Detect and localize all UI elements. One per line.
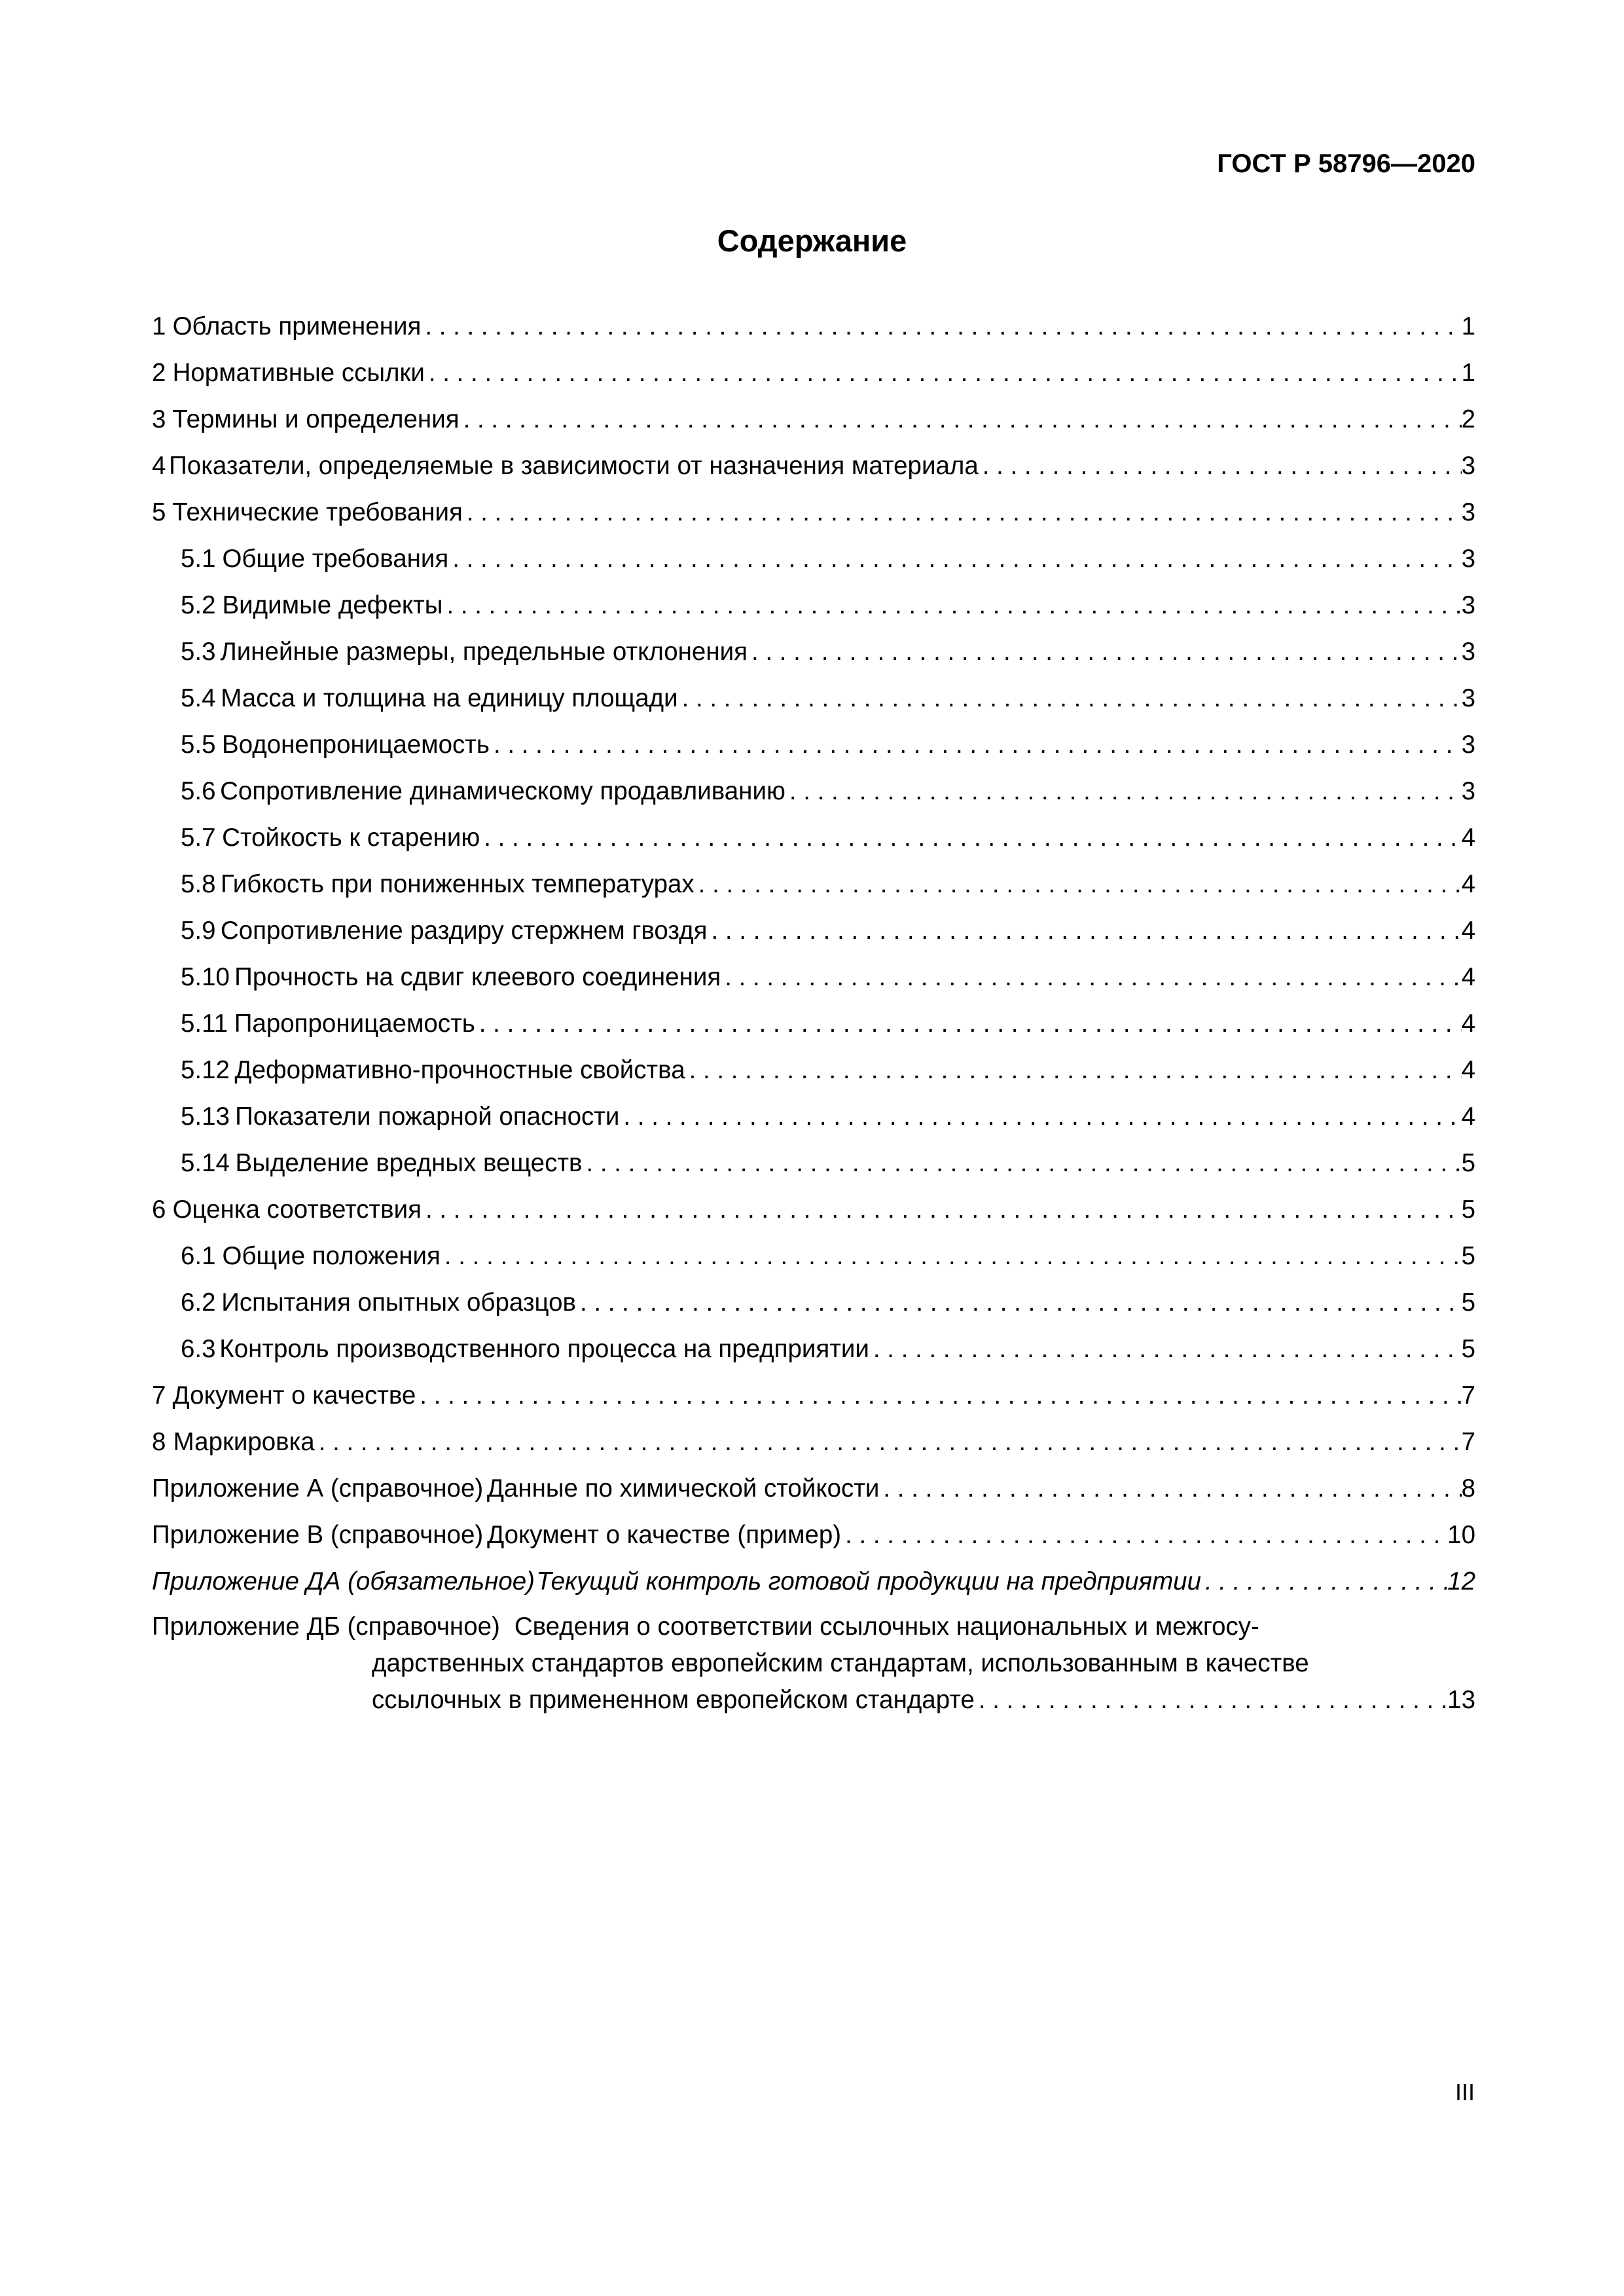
toc-dot-leader — [748, 629, 1462, 675]
toc-entry-number: 5.11 — [181, 1010, 228, 1038]
toc-dot-leader — [721, 954, 1461, 1000]
toc-entry-page: 7 — [1461, 1381, 1475, 1410]
toc-entry-number: 5.4 — [181, 684, 216, 712]
toc-dot-leader — [480, 814, 1461, 861]
toc-entry-title: Текущий контроль готовой продукции на предприятии — [536, 1567, 1201, 1595]
toc-entry-number: 5.10 — [181, 963, 230, 991]
toc-dot-leader — [841, 1512, 1447, 1558]
toc-entry-title: Сопротивление динамическому продавливанию — [220, 777, 785, 805]
toc-entry-page: 5 — [1461, 1149, 1475, 1177]
toc-entry-title: Нормативные ссылки — [172, 359, 425, 387]
toc-entry-number: 5 — [152, 498, 166, 526]
toc-dot-leader — [448, 536, 1461, 582]
toc-entry[interactable] — [152, 1465, 1475, 1512]
toc-entry-title: Документ о качестве — [172, 1381, 416, 1410]
toc-entry-page: 5 — [1461, 1242, 1475, 1270]
toc-entry[interactable] — [152, 1047, 1475, 1093]
toc-entry-number: 5.3 — [181, 638, 216, 666]
toc-entry-number: 7 — [152, 1381, 166, 1410]
toc-entry-number: 5.6 — [181, 777, 216, 805]
toc-entry[interactable] — [152, 303, 1475, 350]
toc-entry[interactable] — [152, 396, 1475, 443]
toc-entry-title: Общие требования — [222, 545, 449, 573]
toc-entry[interactable] — [152, 582, 1475, 629]
toc-entry-page: 4 — [1461, 824, 1475, 852]
toc-entry-title: Стойкость к старению — [222, 824, 480, 852]
toc-entry-title: Термины и определения — [172, 405, 460, 433]
toc-entry-title: Контроль производственного процесса на предприятии — [219, 1335, 869, 1363]
table-of-contents — [152, 303, 1475, 1719]
toc-entry-number: 5.13 — [181, 1102, 230, 1131]
toc-entry-page: 3 — [1461, 684, 1475, 712]
toc-dot-leader — [425, 350, 1462, 396]
toc-dot-leader — [475, 1000, 1462, 1047]
toc-dot-leader — [442, 582, 1461, 629]
toc-dot-leader — [678, 675, 1462, 721]
toc-entry-page: 3 — [1461, 452, 1475, 480]
toc-entry-title: Паропроницаемость — [234, 1010, 475, 1038]
toc-entry-page: 5 — [1461, 1335, 1475, 1363]
toc-entry-title: Выделение вредных веществ — [235, 1149, 583, 1177]
toc-entry[interactable] — [152, 768, 1475, 814]
toc-dot-leader — [582, 1140, 1461, 1186]
toc-entry-page: 7 — [1461, 1428, 1475, 1456]
annex-db-last-line — [152, 1682, 1475, 1719]
toc-entry-number: 8 — [152, 1428, 166, 1456]
toc-entry-page: 5 — [1461, 1195, 1475, 1224]
page-number: III — [1454, 2079, 1475, 2105]
toc-entry-title: Оценка соответствия — [172, 1195, 422, 1224]
toc-entry-page: 3 — [1461, 545, 1475, 573]
toc-entry[interactable] — [152, 907, 1475, 954]
toc-entry[interactable] — [152, 350, 1475, 396]
toc-entry-number: 2 — [152, 359, 166, 387]
toc-entry[interactable] — [152, 1279, 1475, 1326]
toc-entry-number: 1 — [152, 312, 166, 340]
toc-dot-leader — [315, 1419, 1462, 1465]
toc-dot-leader — [869, 1326, 1462, 1372]
toc-entry[interactable] — [152, 443, 1475, 489]
toc-dot-leader — [619, 1093, 1461, 1140]
annex-db-title-line3: ссылочных в примененном европейском стандарте — [372, 1686, 975, 1714]
toc-entry-title: Область применения — [172, 312, 422, 340]
annex-db-title-line2: дарственных стандартов европейским стандартам, использованным в качестве — [372, 1649, 1309, 1677]
toc-entry-page: 4 — [1461, 917, 1475, 945]
toc-entry-page: 13 — [1447, 1686, 1475, 1714]
toc-dot-leader — [979, 443, 1462, 489]
toc-entry-page: 4 — [1461, 1056, 1475, 1084]
toc-entry-number: 6 — [152, 1195, 166, 1224]
toc-entry-number: 6.2 — [181, 1288, 216, 1317]
toc-dot-leader — [695, 861, 1462, 907]
toc-entry-number: 5.9 — [181, 917, 216, 945]
toc-entry[interactable] — [152, 954, 1475, 1000]
toc-entry-number: 3 — [152, 405, 166, 433]
toc-entry[interactable] — [152, 1140, 1475, 1186]
toc-entry-annex-db[interactable] — [152, 1609, 1475, 1719]
annex-db-title-line1: Сведения о соответствии ссылочных национальных и межгосу- — [514, 1613, 1259, 1641]
toc-entry-title: Линейные размеры, предельные отклонения — [220, 638, 748, 666]
toc-entry-number: 5.12 — [181, 1056, 230, 1084]
toc-entry-page: 4 — [1461, 963, 1475, 991]
toc-entry-number: 6.3 — [181, 1335, 216, 1363]
toc-entry-title: Испытания опытных образцов — [221, 1288, 576, 1317]
toc-entry-title: Показатели пожарной опасности — [235, 1102, 620, 1131]
toc-entry[interactable] — [152, 1186, 1475, 1233]
toc-entry[interactable] — [152, 1093, 1475, 1140]
toc-entry-page: 1 — [1461, 312, 1475, 340]
toc-dot-leader — [490, 721, 1462, 768]
toc-entry-title: Показатели, определяемые в зависимости от назначения материала — [169, 452, 979, 480]
toc-entry-number: 5.14 — [181, 1149, 230, 1177]
toc-entry[interactable] — [152, 675, 1475, 721]
toc-entry-title: Деформативно-прочностные свойства — [234, 1056, 685, 1084]
toc-entry[interactable] — [152, 861, 1475, 907]
toc-dot-leader — [685, 1047, 1462, 1093]
toc-entry-page: 2 — [1461, 405, 1475, 433]
toc-dot-leader — [460, 396, 1462, 443]
toc-entry-page: 3 — [1461, 638, 1475, 666]
page-title: Содержание — [717, 223, 907, 258]
toc-entry-number: 5.2 — [181, 591, 216, 619]
toc-entry[interactable] — [152, 1372, 1475, 1419]
toc-entry-page: 10 — [1447, 1521, 1475, 1549]
toc-entry[interactable] — [152, 1326, 1475, 1372]
toc-entry-title: Прочность на сдвиг клеевого соединения — [234, 963, 721, 991]
annex-db-label: Приложение ДБ (справочное) — [152, 1613, 500, 1641]
toc-entry-title: Видимые дефекты — [222, 591, 443, 619]
toc-dot-leader — [879, 1465, 1461, 1512]
toc-entry-title: Сопротивление раздиру стержнем гвоздя — [220, 917, 708, 945]
toc-dot-leader — [422, 1186, 1462, 1233]
toc-dot-leader — [421, 303, 1461, 350]
toc-entry-number: 5.8 — [181, 870, 216, 898]
toc-entry-page: 3 — [1461, 731, 1475, 759]
toc-dot-leader — [416, 1372, 1461, 1419]
toc-entry[interactable] — [152, 536, 1475, 582]
toc-entry-number: 5.7 — [181, 824, 216, 852]
toc-entry-page: 4 — [1461, 1010, 1475, 1038]
toc-entry-page: 8 — [1461, 1474, 1475, 1503]
toc-dot-leader — [785, 768, 1462, 814]
toc-entry-title: Документ о качестве (пример) — [487, 1521, 842, 1549]
document-code: ГОСТ Р 58796—2020 — [1217, 149, 1475, 178]
toc-entry[interactable] — [152, 629, 1475, 675]
toc-entry-page: 4 — [1461, 1102, 1475, 1131]
annex-db-first-line — [152, 1609, 1475, 1645]
toc-entry[interactable] — [152, 489, 1475, 536]
toc-entry-title: Масса и толщина на единицу площади — [221, 684, 678, 712]
toc-dot-leader — [1201, 1558, 1447, 1605]
toc-entry-number: Приложение В (справочное) — [152, 1521, 484, 1549]
toc-dot-leader — [576, 1279, 1462, 1326]
toc-entry-page: 3 — [1461, 498, 1475, 526]
toc-entry-number: 4 — [152, 452, 166, 480]
toc-entry-number: 5.1 — [181, 545, 216, 573]
toc-entry-title: Маркировка — [173, 1428, 315, 1456]
toc-dot-leader — [708, 907, 1462, 954]
toc-entry-page: 1 — [1461, 359, 1475, 387]
toc-entry-page: 5 — [1461, 1288, 1475, 1317]
toc-dot-leader — [975, 1682, 1447, 1719]
toc-entry-page: 4 — [1461, 870, 1475, 898]
toc-entry-title: Общие положения — [222, 1242, 441, 1270]
toc-entry-title: Водонепроницаемость — [222, 731, 490, 759]
toc-entry-title: Данные по химической стойкости — [486, 1474, 880, 1503]
toc-entry[interactable] — [152, 1233, 1475, 1279]
toc-entry-page: 3 — [1461, 777, 1475, 805]
toc-entry-title: Технические требования — [172, 498, 463, 526]
toc-entry-title: Гибкость при пониженных температурах — [221, 870, 695, 898]
toc-entry[interactable] — [152, 1558, 1475, 1605]
toc-entry[interactable] — [152, 1419, 1475, 1465]
toc-dot-leader — [463, 489, 1462, 536]
toc-dot-leader — [441, 1233, 1462, 1279]
toc-entry-number: 5.5 — [181, 731, 216, 759]
toc-entry[interactable] — [152, 814, 1475, 861]
toc-entry[interactable] — [152, 1000, 1475, 1047]
toc-entry[interactable] — [152, 1512, 1475, 1558]
toc-entry-number: Приложение А (справочное) — [152, 1474, 484, 1503]
toc-entry-number: 6.1 — [181, 1242, 216, 1270]
toc-entry-number: Приложение ДА (обязательное) — [152, 1567, 535, 1595]
toc-entry[interactable] — [152, 721, 1475, 768]
toc-entry-page: 12 — [1447, 1567, 1475, 1595]
toc-entry-page: 3 — [1461, 591, 1475, 619]
